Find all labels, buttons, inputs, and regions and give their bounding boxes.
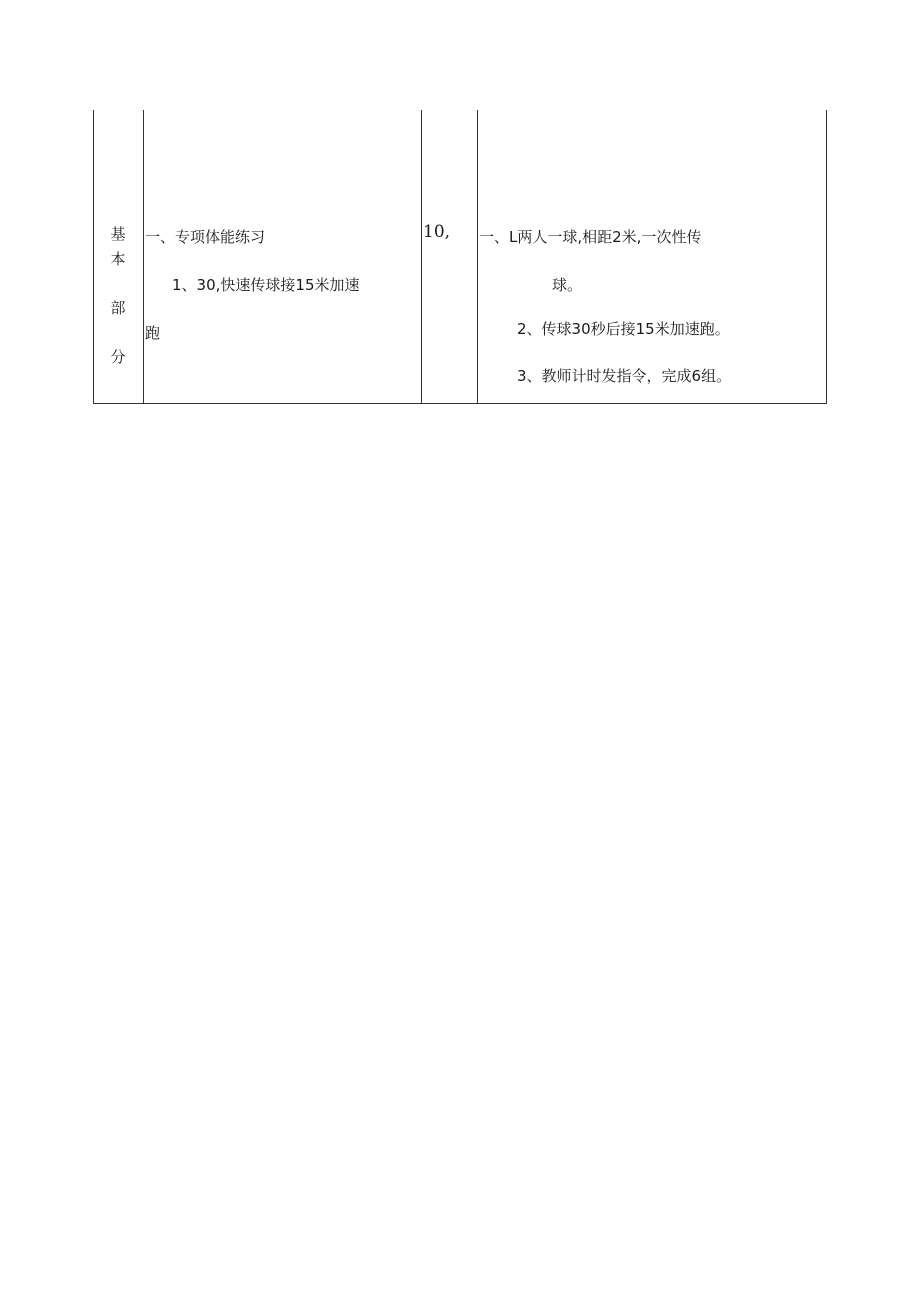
section-label-char: 分	[110, 348, 126, 366]
section-label-char: 本	[110, 250, 126, 268]
section-label-char: 部	[110, 299, 126, 317]
table-border-right	[826, 110, 827, 403]
lesson-plan-table	[93, 110, 827, 404]
method-item: 3、教师计时发指令，完成6组。	[517, 367, 732, 385]
table-divider-2	[421, 110, 422, 403]
method-item-continued: 球。	[552, 276, 583, 294]
table-divider-3	[477, 110, 478, 403]
method-item: 2、传球30秒后接15米加速跑。	[517, 320, 730, 338]
content-heading: 一、专项体能练习	[145, 228, 266, 246]
table-divider-1	[143, 110, 144, 403]
time-cell: 10,	[423, 222, 451, 242]
method-item: 一、L两人一球,相距2米,一次性传	[479, 228, 702, 246]
content-item-continued: 跑	[145, 324, 161, 342]
section-label-cell	[93, 222, 143, 370]
section-label-char: 基	[110, 225, 126, 243]
content-item: 1、30,快速传球接15米加速	[172, 276, 360, 294]
